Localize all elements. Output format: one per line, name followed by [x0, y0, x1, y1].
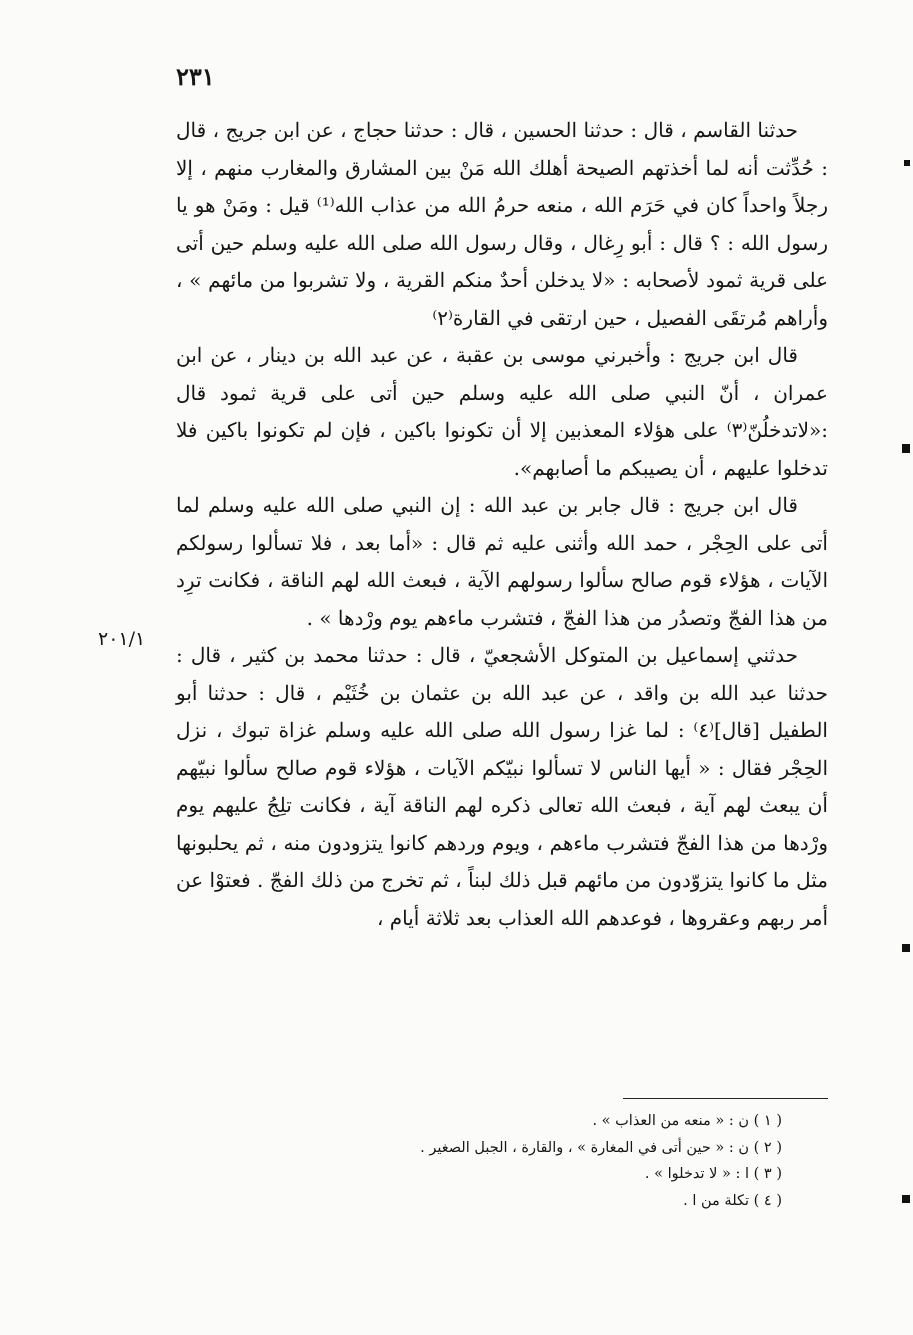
marginal-reference: ٢٠١/١ [98, 628, 146, 650]
scan-edge-mark [902, 1195, 910, 1203]
paragraph-2: قال ابن جريج : وأخبرني موسى بن عقبة ، عن عبد الله بن دينار ، عن ابن عمران ، أنّ النبي صلى الله عليه وسلم حين أتى على قرية ثمود قال :«لاتدخلُنّ⁽٣⁾ على هؤلاء المعذبين إلا أن تكونوا باكين ، فإن لم تكونوا باكين فلا تدخلوا عليهم ، أن يصيبكم ما أصابهم». [176, 343, 828, 480]
scan-edge-mark [904, 160, 910, 166]
main-text [176, 112, 828, 937]
footnote-3: ( ٣ ) ا : « لا تدخلوا » . [644, 1166, 782, 1182]
footnotes [176, 1108, 782, 1214]
footnote-divider [623, 1098, 828, 1099]
footnote-2: ( ٢ ) ن : « حين أتى في المغارة » ، والقارة ، الجبل الصغير . [420, 1139, 782, 1156]
footnote-4: ( ٤ ) تكلة من ا . [683, 1192, 782, 1209]
page-number: ٢٣١ [176, 62, 215, 91]
scan-edge-mark [902, 944, 910, 952]
paragraph-1: حدثنا القاسم ، قال : حدثنا الحسين ، قال : حدثنا حجاج ، عن ابن جريج ، قال : حُدِّثت أنه لما أخذتهم الصيحة أهلك الله مَنْ بين المشارق والمغارب منهم ، إلا رجلاً واحداً كان في حَرَم الله ، منعه حرمُ الله من عذاب الله⁽¹⁾ قيل : ومَنْ هو يا رسول الله : ؟ قال : أبو رِغال ، وقال رسول الله صلى الله عليه وسلم حين أتى على قرية ثمود لأصحابه : «لا يدخلن أحدٌ منكم القرية ، ولا تشربوا من مائهم » ، وأراهم مُرتقَى الفصيل ، حين ارتقى في القارة⁽٢⁾ [176, 118, 828, 330]
scan-edge-mark [902, 444, 910, 453]
paragraph-3: قال ابن جريج : قال جابر بن عبد الله : إن النبي صلى الله عليه وسلم لما أتى على الحِجْر ، حمد الله وأثنى عليه ثم قال : «أما بعد ، فلا تسألوا رسولكم الآيات ، هؤلاء قوم صالح سألوا رسولهم الآية ، فبعث الله لهم الناقة ، فكانت ترِد من هذا الفجّ وتصدُر من هذا الفجّ ، فتشرب ماءهم يوم ورْدها » . [176, 493, 828, 630]
paragraph-4: حدثني إسماعيل بن المتوكل الأشجعيّ ، قال : حدثنا محمد بن كثير ، قال : حدثنا عبد الله بن واقد ، عن عبد الله بن عثمان بن خُثَيْم ، قال : حدثنا أبو الطفيل [قال]⁽٤⁾ : لما غزا رسول الله صلى الله عليه وسلم غزاة تبوك ، نزل الحِجْر فقال : « أيها الناس لا تسألوا نبيّكم الآيات ، هؤلاء قوم صالح سألوا نبيّهم أن يبعث لهم آية ، فبعث الله تعالى ذكره لهم الناقة آية ، فكانت تلِجُ عليهم يوم ورْدها من هذا الفجّ فتشرب ماءهم ، ويوم وردهم كانوا يتزودون منه ، ثم يحلبونها مثل ما كانوا يتزوّدون من مائهم قبل ذلك لبناً ، ثم تخرج من ذلك الفجّ . فعتوْا عن أمر ربهم وعقروها ، فوعدهم الله العذاب بعد ثلاثة أيام ، [176, 643, 828, 930]
footnote-1: ( ١ ) ن : « منعه من العذاب » . [592, 1113, 782, 1129]
